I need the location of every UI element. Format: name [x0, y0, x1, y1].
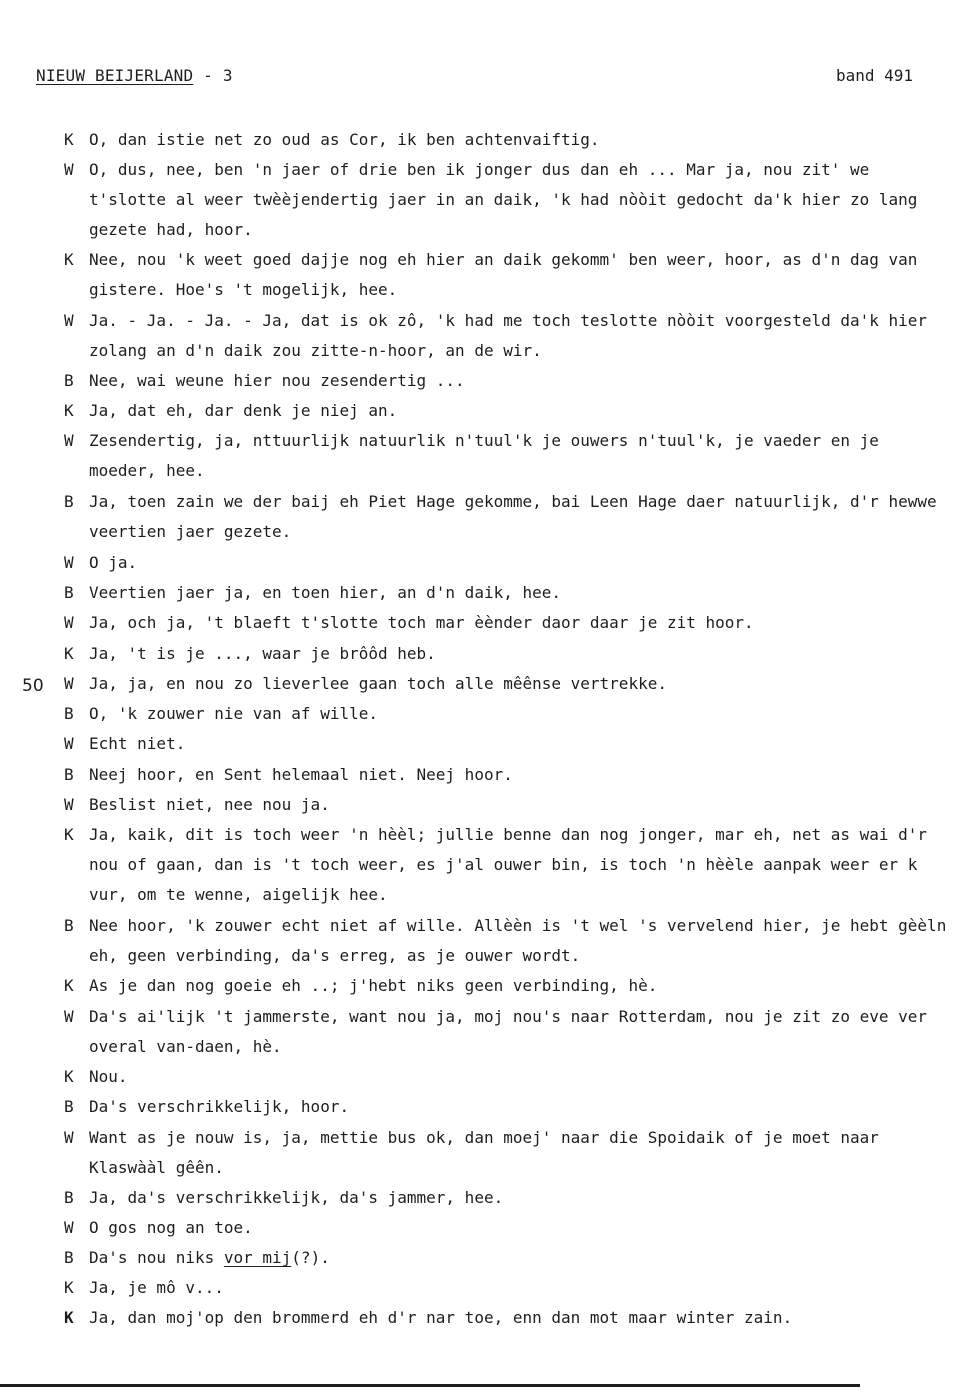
utterance-text: Nee hoor, 'k zouwer echt niet af wille. Allèèn is 't wel 's vervelend hier, je hebt gèèln eh, geen verbinding, da's erreg, as je ouwer wordt.: [89, 916, 956, 966]
speaker-label: B: [64, 1248, 74, 1267]
utterance-text: [89, 1243, 955, 1273]
speaker-label: K: [64, 1278, 74, 1297]
speaker-label: W: [64, 311, 74, 330]
speaker-label: K: [64, 644, 74, 663]
speaker-label: B: [64, 492, 74, 511]
utterance-text: Ja, ja, en nou zo lieverlee gaan toch alle mêênse vertrekke.: [89, 674, 667, 693]
speaker-label: B: [64, 1097, 74, 1116]
speaker-label: W: [64, 674, 74, 693]
utterance-text: Da's verschrikkelijk, hoor.: [89, 1097, 350, 1116]
speaker-label: W: [64, 553, 74, 572]
bottom-rule: [0, 1384, 860, 1387]
speaker-label: B: [64, 371, 74, 390]
speaker-label: K: [64, 130, 74, 149]
speaker-label: K: [64, 976, 74, 995]
utterance-text: Beslist niet, nee nou ja.: [89, 795, 330, 814]
document-title-place: NIEUW BEIJERLAND: [36, 66, 194, 85]
speaker-label: W: [64, 795, 74, 814]
document-title: [36, 66, 233, 85]
utterance-text: Zesendertig, ja, nttuurlijk natuurlik n'tuul'k je ouwers n'tuul'k, je vaeder en je moeder, hee.: [89, 431, 889, 481]
utterance-text: O, dan istie net zo oud as Cor, ik ben achtenvaiftig.: [89, 130, 600, 149]
utterance-text: Echt niet.: [89, 734, 186, 753]
utterance-text: Ja, je mô v...: [89, 1278, 224, 1297]
utterance-text-start: Da's nou niks: [89, 1248, 224, 1267]
utterance-text: Ja, kaik, dit is toch weer 'n hèèl; jullie benne dan nog jonger, mar eh, net as wai d'r nou of gaan, dan is 't toch weer, es j'al ouwer bin, is toch 'n hèèle aanpak weer er k vur, om te wenne, aigelijk hee.: [89, 825, 937, 905]
speaker-label: W: [64, 160, 74, 179]
utterance-text: Ja, och ja, 't blaeft t'slotte toch mar èènder daor daar je zit hoor.: [89, 613, 754, 632]
utterance-text: Ja, dan moj'op den brommerd eh d'r nar toe, enn dan mot maar winter zain.: [89, 1308, 793, 1327]
utterance-text: O ja.: [89, 553, 138, 572]
utterance-text: Ja, dat eh, dar denk je niej an.: [89, 401, 398, 420]
speaker-label: W: [64, 1218, 74, 1237]
utterance-text: Neej hoor, en Sent helemaal niet. Neej hoor.: [89, 765, 513, 784]
utterance-text: Want as je nouw is, ja, mettie bus ok, dan moej' naar die Spoidaik of je moet naar Klaswààl gêên.: [89, 1128, 889, 1178]
document-title-suffix: - 3: [193, 66, 233, 85]
utterance-text: As je dan nog goeie eh ..; j'hebt niks geen verbinding, hè.: [89, 976, 658, 995]
margin-line-number: 50: [22, 676, 44, 696]
speaker-label: B: [64, 1188, 74, 1207]
utterance-text: Ja, 't is je ..., waar je brôôd heb.: [89, 644, 436, 663]
speaker-label: B: [64, 916, 74, 935]
speaker-label: W: [64, 734, 74, 753]
speaker-label: W: [64, 1128, 74, 1147]
speaker-label: K: [64, 250, 74, 269]
speaker-label: K: [64, 1067, 74, 1086]
speaker-label: K: [64, 825, 74, 844]
utterance-text: Nou.: [89, 1067, 128, 1086]
utterance-text: O, dus, nee, ben 'n jaer of drie ben ik jonger dus dan eh ... Mar ja, nou zit' we t'slotte al weer twèèjendertig jaer in an daik, 'k had nòòit gedocht da'k hier zo lang gezete had, hoor.: [89, 160, 928, 240]
speaker-label: W: [64, 431, 74, 450]
utterance-text: Nee, nou 'k weet goed dajje nog eh hier an daik gekomm' ben weer, hoor, as d'n dag van gistere. Hoe's 't mogelijk, hee.: [89, 250, 928, 300]
utterance-text: O, 'k zouwer nie van af wille.: [89, 704, 378, 723]
utterance-text: Da's ai'lijk 't jammerste, want nou ja, moj nou's naar Rotterdam, nou je zit zo eve ver overal van-daen, hè.: [89, 1007, 937, 1057]
speaker-label: W: [64, 1007, 74, 1026]
speaker-label: W: [64, 613, 74, 632]
speaker-label: K: [64, 1308, 74, 1327]
utterance-text: Veertien jaer ja, en toen hier, an d'n daik, hee.: [89, 583, 562, 602]
utterance-text-end: (?).: [291, 1248, 330, 1267]
utterance-text: Ja. - Ja. - Ja. - Ja, dat is ok zô, 'k had me toch teslotte nòòit voorgesteld da'k hier zolang an d'n daik zou zitte-n-hoor, an de wir.: [89, 311, 937, 361]
utterance-text: Ja, da's verschrikkelijk, da's jammer, hee.: [89, 1188, 504, 1207]
speaker-label: B: [64, 704, 74, 723]
speaker-label: B: [64, 765, 74, 784]
speaker-label: K: [64, 401, 74, 420]
speaker-label: B: [64, 583, 74, 602]
underlined-phrase: vor mij: [223, 1248, 292, 1267]
utterance-text: Nee, wai weune hier nou zesendertig ...: [89, 371, 465, 390]
utterance-text: O gos nog an toe.: [89, 1218, 253, 1237]
utterance-text: Ja, toen zain we der baij eh Piet Hage gekomme, bai Leen Hage daer natuurlijk, d'r hewwe veertien jaer gezete.: [89, 492, 947, 542]
band-number: band 491: [836, 66, 914, 85]
